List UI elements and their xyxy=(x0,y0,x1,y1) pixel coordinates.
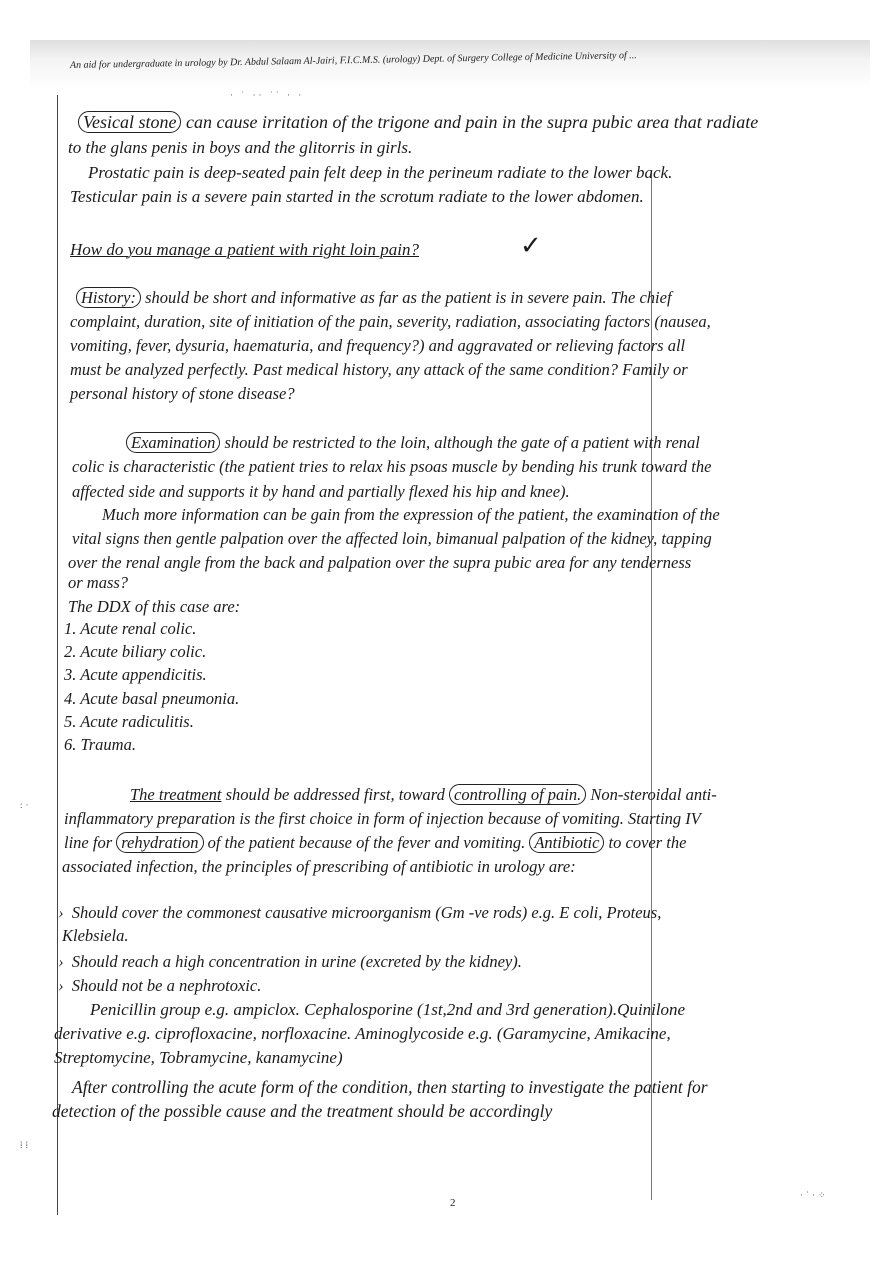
page-number: 2 xyxy=(450,1197,456,1209)
history-circled: History: xyxy=(76,287,141,308)
principle-continuation: Klebsiela. xyxy=(62,926,129,945)
scan-noise: · ˙ ·· ˙˙ · · xyxy=(230,90,305,100)
intro-line-1: Vesical stone can cause irritation of the trigone and pain in the supra pubic area that radiate xyxy=(78,112,758,132)
drugs-line-3: Streptomycine, Tobramycine, kanamycine) xyxy=(54,1048,343,1067)
conclusion-line-1: After controlling the acute form of the condition, then starting to investigate the patient for xyxy=(72,1077,708,1097)
examination-line-4: Much more information can be gain from the expression of the patient, the examination of the xyxy=(102,505,720,524)
bullet-icon: › xyxy=(58,976,72,995)
left-margin-rule xyxy=(57,95,58,1215)
examination-circled: Examination xyxy=(126,432,220,453)
vesical-stone-circled: Vesical stone xyxy=(78,111,181,133)
examination-line-5: vital signs then gentle palpation over the affected loin, bimanual palpation of the kidney, tapping xyxy=(72,529,712,548)
intro-line-3: Prostatic pain is deep-seated pain felt deep in the perineum radiate to the lower back. xyxy=(88,163,673,182)
bullet-icon: › xyxy=(58,903,72,922)
history-line-2: complaint, duration, site of initiation of the pain, severity, radiation, associating factors (nausea, xyxy=(70,312,711,331)
scan-noise: :· xyxy=(20,800,32,810)
bullet-icon: › xyxy=(58,952,72,971)
history-line-4: must be analyzed perfectly. Past medical history, any attack of the same condition? Family or xyxy=(70,360,688,379)
intro-line-2: to the glans penis in boys and the glitorris in girls. xyxy=(68,138,413,157)
ddx-item: 4. Acute basal pneumonia. xyxy=(64,689,240,708)
ddx-item: 6. Trauma. xyxy=(64,735,136,754)
drugs-line-1: Penicillin group e.g. ampiclox. Cephalosporine (1st,2nd and 3rd generation).Quinilone xyxy=(90,1000,686,1019)
ddx-item: 3. Acute appendicitis. xyxy=(64,665,207,684)
treatment-line-4: associated infection, the principles of prescribing of antibiotic in urology are: xyxy=(62,857,576,876)
examination-line-2: colic is characteristic (the patient tries to relax his psoas muscle by bending his trunk toward the xyxy=(72,457,712,476)
rehydration-circled: rehydration xyxy=(116,832,203,853)
history-line-3: vomiting, fever, dysuria, haematuria, and frequency?) and aggravated or relieving factors all xyxy=(70,336,686,355)
antibiotic-circled: Antibiotic xyxy=(529,832,604,853)
principle-item: › Should reach a high concentration in urine (excreted by the kidney). xyxy=(58,952,522,971)
intro-line-4: Testicular pain is a severe pain started in the scrotum radiate to the lower abdomen. xyxy=(70,187,644,206)
examination-line-1: Examination should be restricted to the loin, although the gate of a patient with renal xyxy=(126,433,700,453)
ddx-item: 1. Acute renal colic. xyxy=(64,619,197,638)
check-mark-icon: ✓ xyxy=(520,231,542,260)
principle-item: › Should cover the commonest causative microorganism (Gm -ve rods) e.g. E coli, Proteus, xyxy=(58,903,662,922)
ddx-item: 5. Acute radiculitis. xyxy=(64,712,194,731)
treatment-line-1: The treatment should be addressed first, toward controlling of pain. Non-steroidal anti- xyxy=(130,785,717,804)
principle-item: › Should not be a nephrotoxic. xyxy=(58,976,262,995)
header-citation: An aid for undergraduate in urology by Dr. Abdul Salaam Al-Jairi, F.I.C.M.S. (urology) Dept. of Surgery College of Medicine University of ... xyxy=(69,50,637,71)
history-line-5: personal history of stone disease? xyxy=(70,384,295,403)
examination-line-6: over the renal angle from the back and palpation over the supra pubic area for any tenderness xyxy=(68,553,692,572)
controlling-pain-circled: controlling of pain. xyxy=(449,784,586,805)
scan-noise: ·˙·⁘ xyxy=(800,1190,829,1200)
drugs-line-2: derivative e.g. ciprofloxacine, norfloxacine. Aminoglycoside e.g. (Garamycine, Amikacine, xyxy=(54,1024,671,1043)
treatment-line-2: inflammatory preparation is the first choice in form of injection because of vomiting. Starting IV xyxy=(64,809,701,828)
conclusion-line-2: detection of the possible cause and the treatment should be accordingly xyxy=(52,1101,553,1121)
history-line-1: History: should be short and informative as far as the patient is in severe pain. The chief xyxy=(76,288,672,308)
question-heading: How do you manage a patient with right loin pain? xyxy=(70,240,419,259)
ddx-title: The DDX of this case are: xyxy=(68,597,241,616)
ddx-item: 2. Acute biliary colic. xyxy=(64,642,207,661)
examination-line-3: affected side and supports it by hand and partially flexed his hip and knee). xyxy=(72,482,570,501)
examination-line-7: or mass? xyxy=(68,573,129,592)
scan-noise: ⁞⁞ xyxy=(20,1140,32,1150)
treatment-line-3: line for rehydration of the patient because of the fever and vomiting. Antibiotic to cover the xyxy=(64,833,687,852)
